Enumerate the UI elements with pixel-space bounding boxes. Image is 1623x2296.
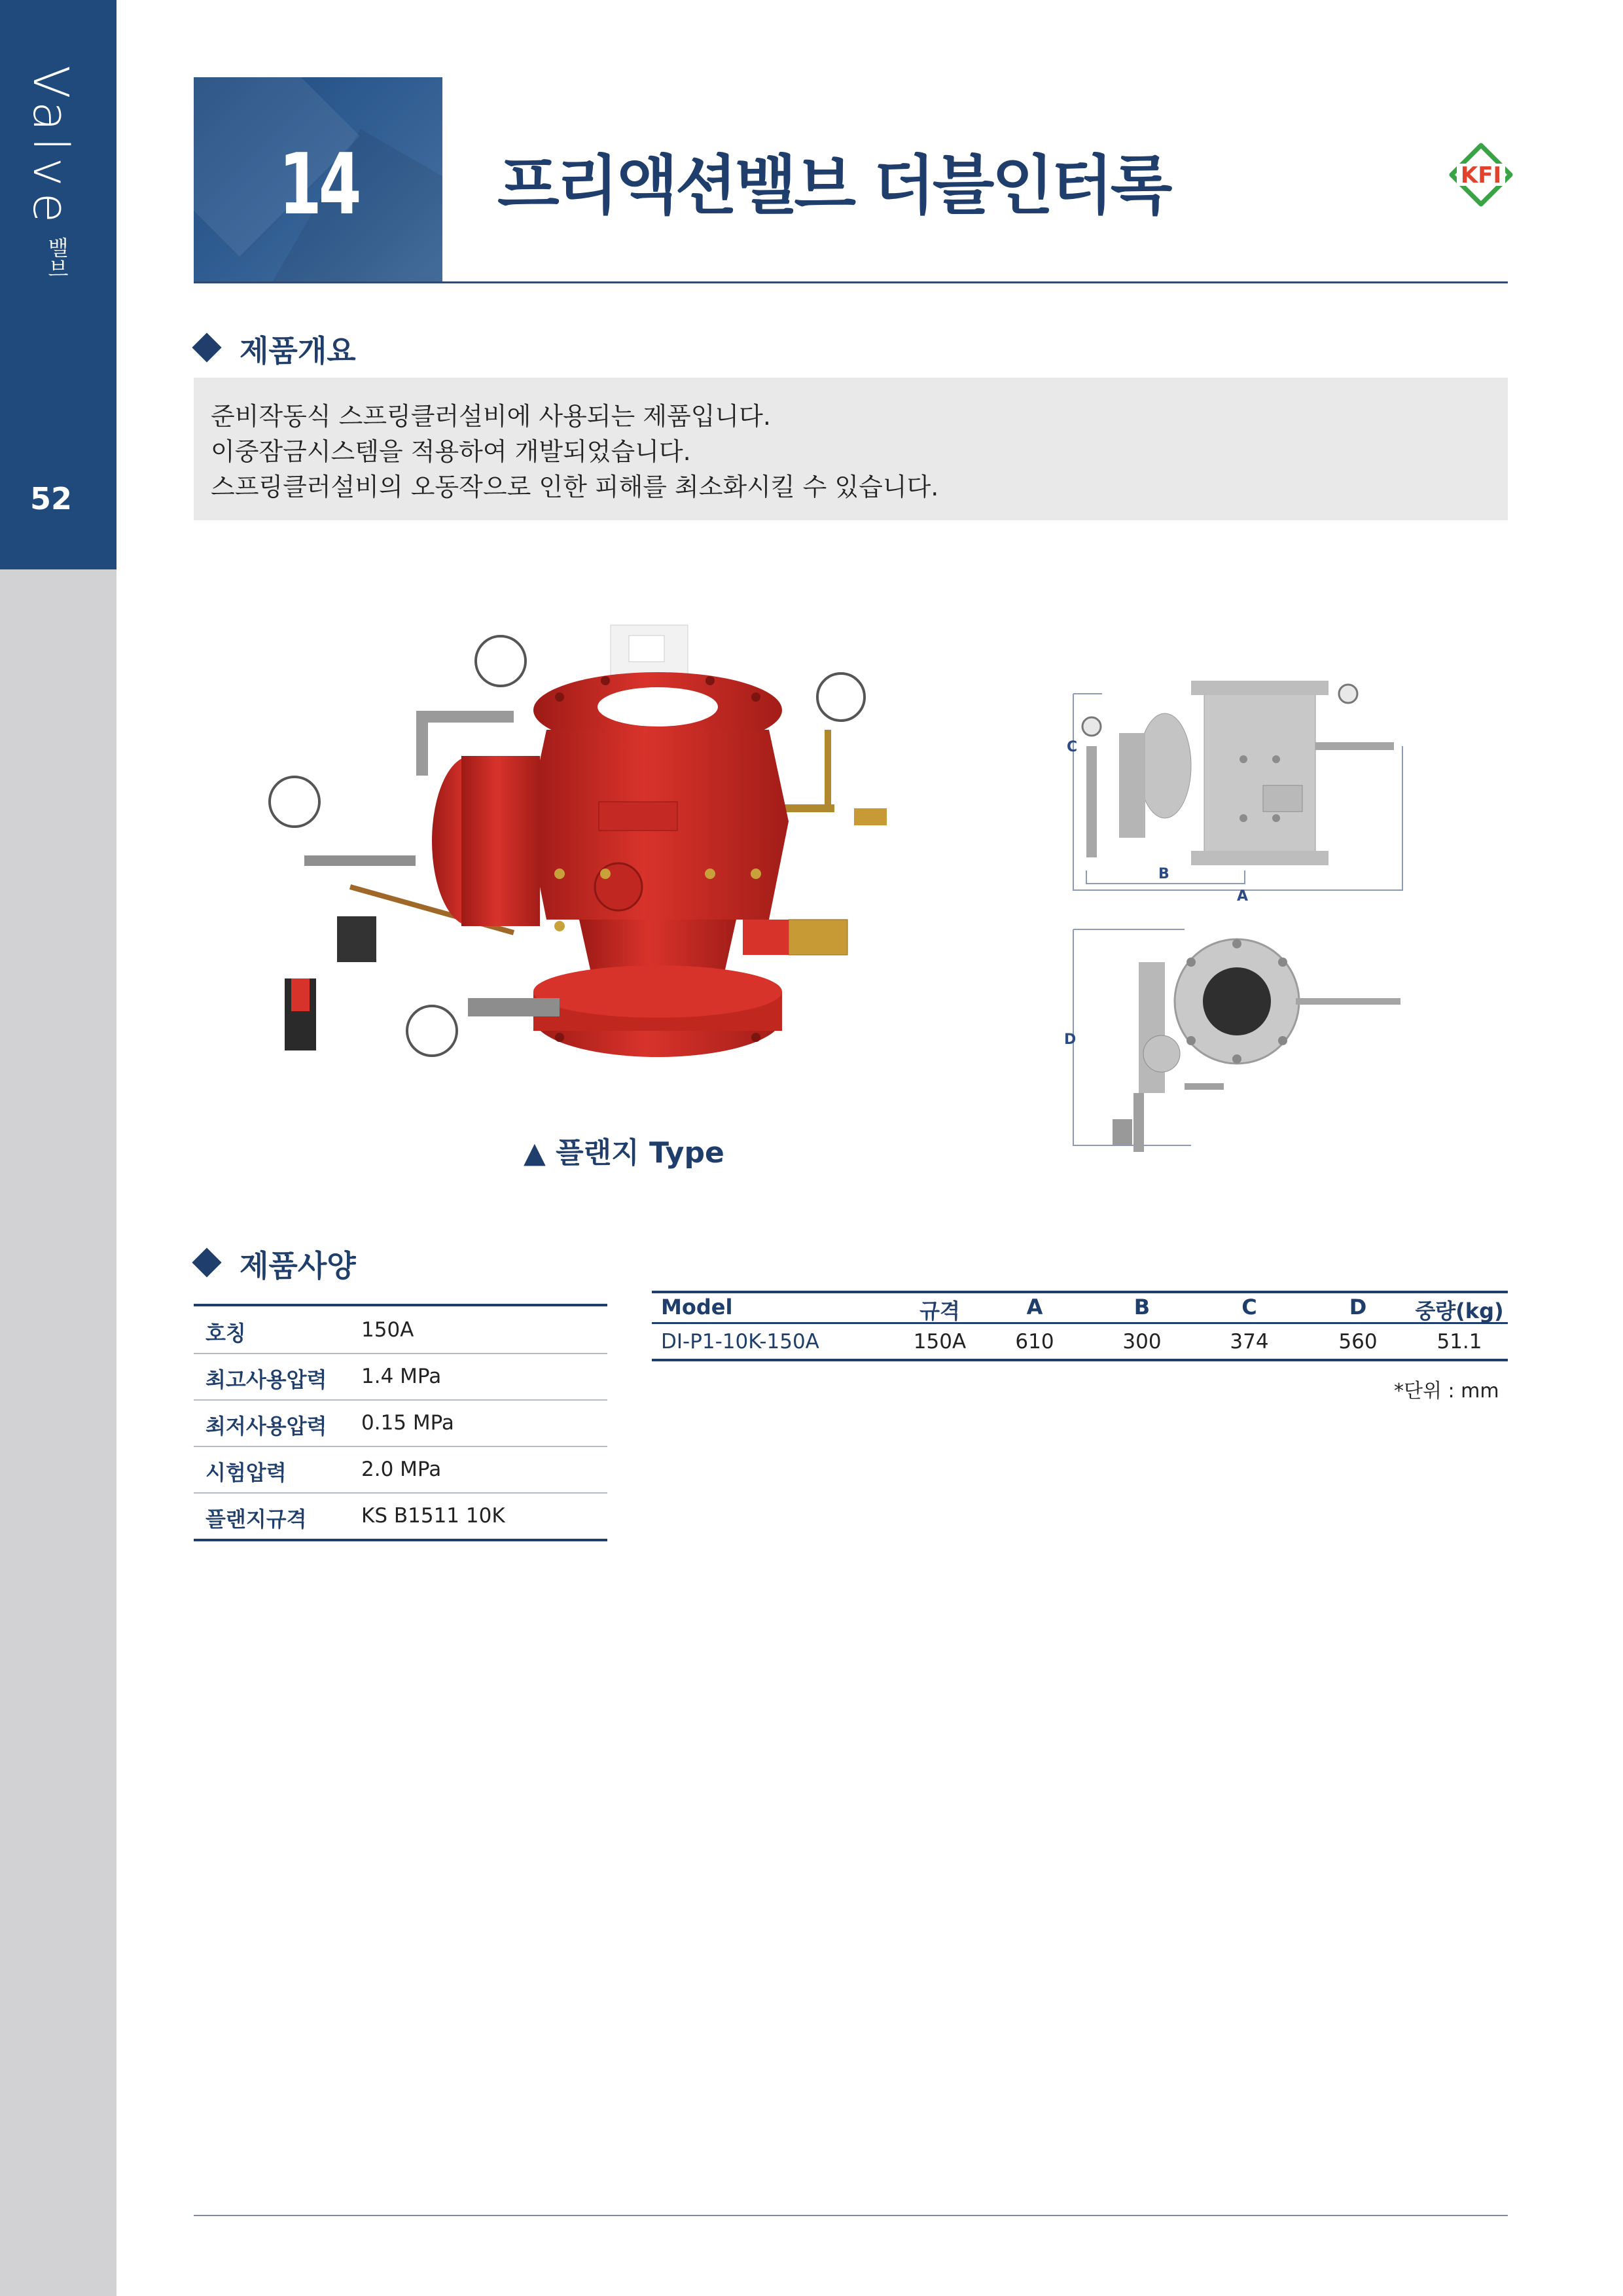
overview-heading: 제품개요 xyxy=(240,333,356,368)
model-table-header: Model xyxy=(661,1295,733,1319)
overview-box xyxy=(194,378,1508,520)
model-table-bottom-rule xyxy=(652,1359,1508,1361)
spec-row xyxy=(194,1353,607,1401)
model-table-cell: 150A xyxy=(913,1330,967,1354)
spec-key: 호칭 xyxy=(205,1321,246,1346)
header-divider-left xyxy=(194,281,442,283)
dimension-label-a: A xyxy=(1237,888,1249,903)
sidebar-label-en: Valve xyxy=(22,65,79,230)
model-table xyxy=(652,1291,1508,1363)
model-table-cell: 51.1 xyxy=(1436,1330,1482,1354)
model-table-header: 중량(kg) xyxy=(1415,1299,1504,1323)
spec-key: 최저사용압력 xyxy=(205,1414,327,1439)
model-table-cell: 560 xyxy=(1338,1330,1378,1354)
spec-row xyxy=(194,1306,607,1354)
model-table-cell: 300 xyxy=(1122,1330,1162,1354)
dimension-drawing-side-view xyxy=(1060,661,1427,903)
spec-key: 플랜지규격 xyxy=(205,1507,307,1532)
spec-value: 0.15 MPa xyxy=(361,1411,454,1435)
spec-value: 2.0 MPa xyxy=(361,1458,442,1481)
kfi-certification-logo xyxy=(1445,143,1517,207)
spec-value: 1.4 MPa xyxy=(361,1365,442,1388)
valve-product-image xyxy=(265,612,939,1096)
model-table-cell: 610 xyxy=(1015,1330,1054,1354)
model-table-header: B xyxy=(1133,1295,1150,1319)
spec-value: 150A xyxy=(361,1318,414,1342)
overview-line: 준비작동식 스프링클러설비에 사용되는 제품입니다. xyxy=(211,402,771,431)
spec-key: 시험압력 xyxy=(205,1460,287,1485)
model-table-top-rule xyxy=(652,1291,1508,1293)
page-number: 52 xyxy=(29,481,72,516)
bullet-diamond-icon xyxy=(192,332,221,362)
model-table-header: C xyxy=(1241,1295,1257,1319)
model-table-cell: 374 xyxy=(1230,1330,1269,1354)
spec-key: 최고사용압력 xyxy=(205,1367,327,1392)
product-image-caption: ▲ 플랜지 Type xyxy=(524,1136,724,1170)
model-table-header: D xyxy=(1349,1295,1367,1319)
model-table-header-rule xyxy=(652,1322,1508,1324)
overview-line: 이중잠금시스템을 적용하여 개발되었습니다. xyxy=(211,437,691,466)
sidebar-category xyxy=(22,65,94,281)
bullet-diamond-icon xyxy=(192,1247,221,1277)
spec-row xyxy=(194,1446,607,1494)
unit-note: *단위 : mm xyxy=(1394,1380,1499,1403)
page-title: 프리액션밸브 더블인터록 xyxy=(497,149,1170,223)
spec-value: KS B1511 10K xyxy=(361,1504,505,1528)
dimension-label-c: C xyxy=(1067,739,1078,755)
chapter-number: 14 xyxy=(279,136,359,234)
dimension-drawing-front-view xyxy=(1060,923,1427,1165)
chapter-number-block xyxy=(194,77,442,283)
kfi-logo-text: KFI xyxy=(1460,162,1502,188)
model-table-cell: DI-P1-10K-150A xyxy=(661,1330,819,1354)
spec-row xyxy=(194,1492,607,1541)
model-table-header: 규격 xyxy=(919,1299,960,1323)
specs-heading: 제품사양 xyxy=(240,1248,356,1283)
model-table-header: A xyxy=(1026,1295,1043,1319)
dimension-label-d: D xyxy=(1064,1031,1077,1048)
spec-row xyxy=(194,1399,607,1447)
footer-divider xyxy=(194,2215,1508,2216)
sidebar-label-ko: 밸브 xyxy=(45,237,69,279)
header-divider xyxy=(442,281,1508,283)
overview-line: 스프링클러설비의 오동작으로 인한 피해를 최소화시킬 수 있습니다. xyxy=(211,473,939,501)
dimension-label-b: B xyxy=(1158,866,1169,882)
